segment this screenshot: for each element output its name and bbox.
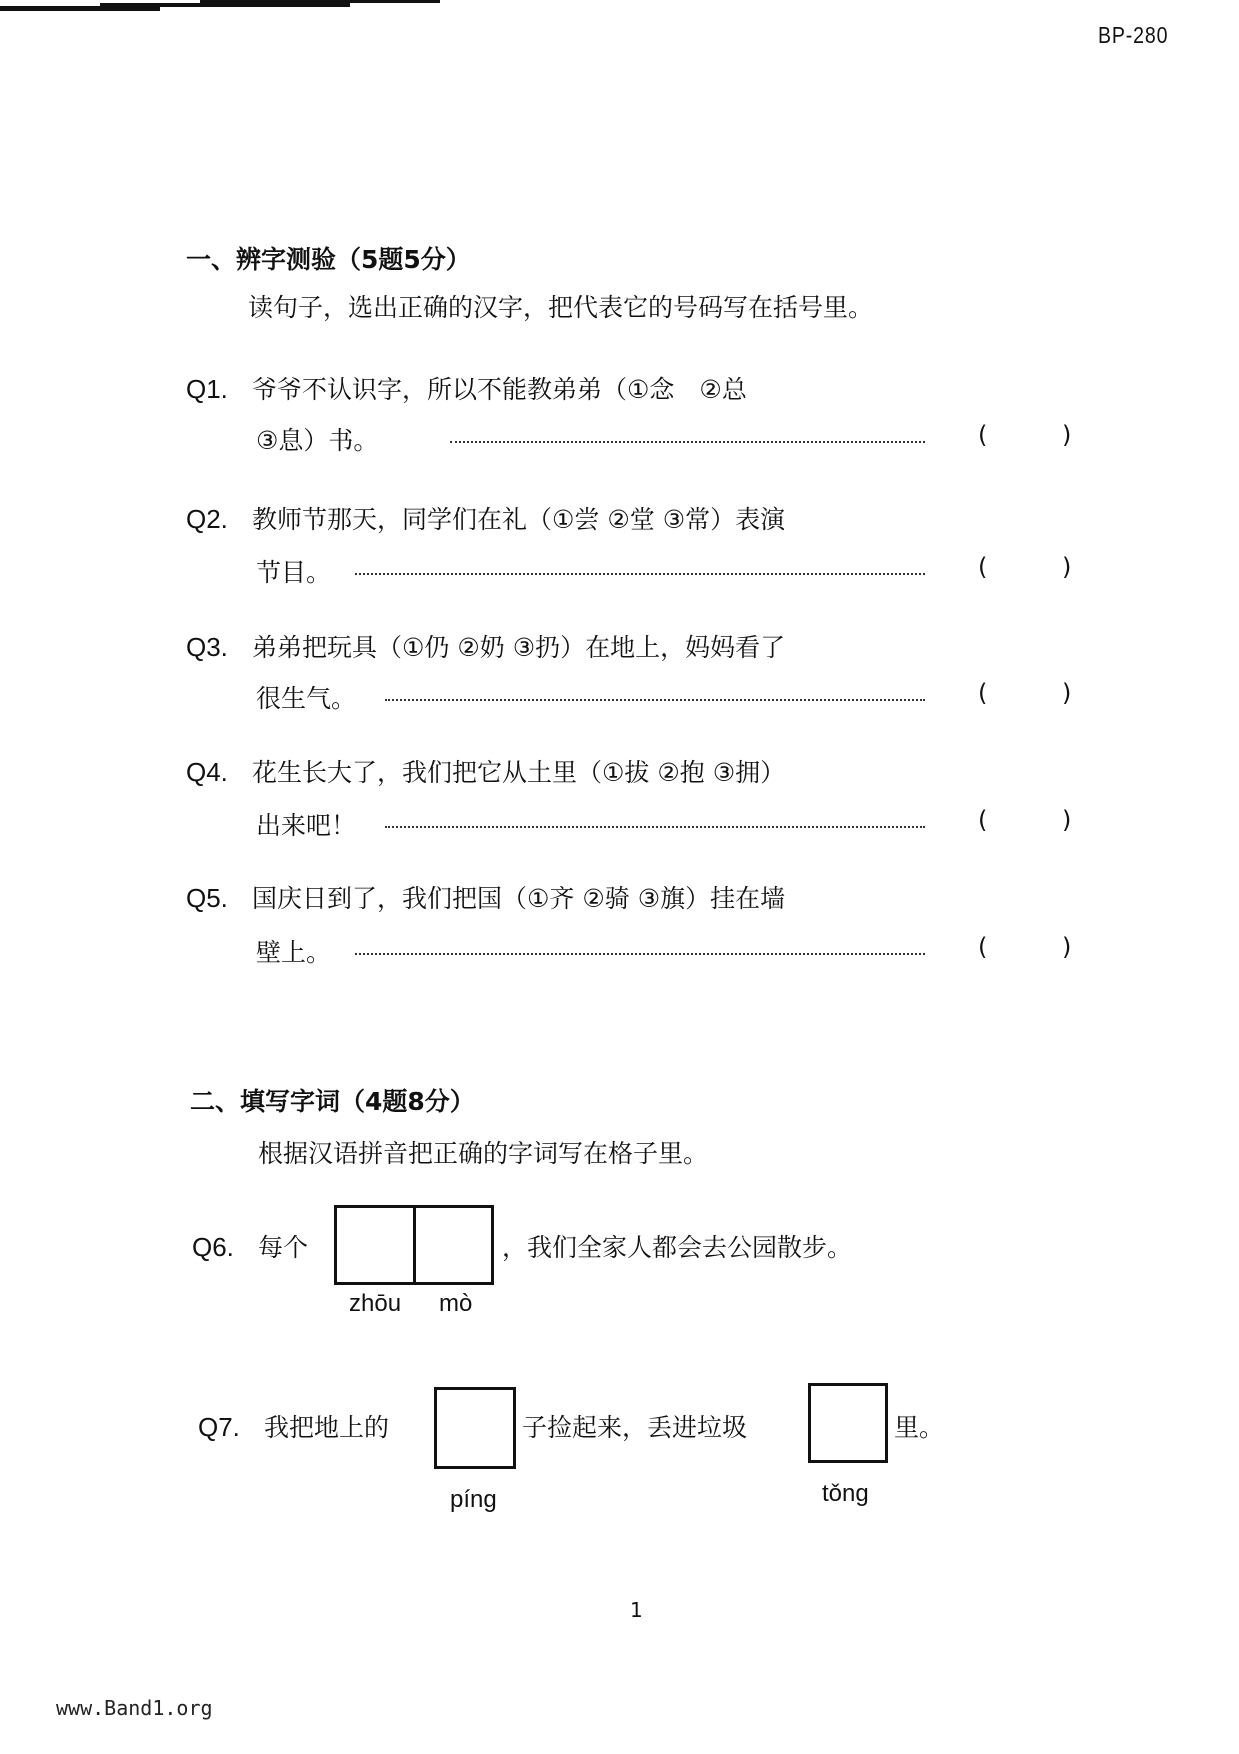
page-number: 1	[630, 1598, 643, 1622]
section1-instruction: 读句子，选出正确的汉字，把代表它的号码写在括号里。	[248, 293, 874, 322]
question-text-middle: 子捡起来，丢进垃圾	[522, 1413, 748, 1442]
question-label: Q1.	[186, 374, 228, 404]
question-text-line2: 壁上。	[256, 938, 332, 967]
answer-box-zhou[interactable]	[334, 1205, 416, 1285]
question-text-line1: 教师节那天，同学们在礼（①尝 ②堂 ③常）表演	[252, 505, 786, 534]
section2-instruction: 根据汉语拼音把正确的字词写在格子里。	[258, 1139, 709, 1168]
question-label: Q2.	[186, 504, 228, 534]
question-q7	[198, 1408, 389, 1444]
answer-paren-close[interactable]: )	[1062, 933, 1072, 961]
document-code: BP-280	[1098, 22, 1169, 48]
question-q5	[186, 879, 785, 915]
answer-paren-close[interactable]: )	[1062, 806, 1072, 834]
question-text-line2: 节目。	[256, 558, 332, 587]
question-q1	[186, 370, 747, 406]
section2-title: 二、填写字词（4题8分）	[190, 1087, 475, 1116]
question-label: Q7.	[198, 1412, 240, 1442]
pinyin-tong: tǒng	[822, 1480, 869, 1507]
question-text-after: 里。	[894, 1413, 945, 1442]
question-q2	[186, 500, 785, 536]
answer-paren-open[interactable]: (	[978, 421, 988, 449]
scan-edge-mark	[200, 0, 440, 3]
question-label: Q3.	[186, 632, 228, 662]
question-label: Q5.	[186, 883, 228, 913]
question-q3	[186, 628, 785, 664]
question-text-line2: ③息）书。	[256, 426, 379, 455]
question-label: Q4.	[186, 757, 228, 787]
answer-box-mo[interactable]	[413, 1205, 494, 1285]
answer-paren-close[interactable]: )	[1062, 679, 1072, 707]
pinyin-mo: mò	[439, 1290, 473, 1317]
question-label: Q6.	[192, 1232, 234, 1262]
answer-box-ping[interactable]	[434, 1387, 516, 1469]
question-text-line1: 爷爷不认识字，所以不能教弟弟（①念 ②总	[252, 375, 747, 404]
question-text-line1: 花生长大了，我们把它从土里（①拔 ②抱 ③拥）	[252, 758, 786, 787]
dotted-leader	[385, 699, 925, 701]
pinyin-zhou: zhōu	[349, 1290, 402, 1317]
question-text-before: 每个	[258, 1233, 309, 1262]
dotted-leader	[450, 441, 925, 443]
answer-paren-close[interactable]: )	[1062, 421, 1072, 449]
dotted-leader	[355, 573, 925, 575]
answer-paren-open[interactable]: (	[978, 806, 988, 834]
pinyin-ping: píng	[450, 1486, 497, 1513]
question-text-before: 我把地上的	[264, 1413, 390, 1442]
scan-edge-mark	[100, 3, 350, 7]
question-text-after: ，我们全家人都会去公园散步。	[502, 1233, 853, 1262]
answer-paren-open[interactable]: (	[978, 553, 988, 581]
answer-paren-close[interactable]: )	[1062, 553, 1072, 581]
question-q4	[186, 753, 785, 789]
footer-site: www.Band1.org	[56, 1696, 213, 1720]
question-q6	[192, 1228, 308, 1264]
dotted-leader	[355, 953, 925, 955]
question-text-line2: 出来吧！	[256, 811, 357, 840]
answer-paren-open[interactable]: (	[978, 933, 988, 961]
answer-paren-open[interactable]: (	[978, 679, 988, 707]
answer-box-tong[interactable]	[808, 1383, 888, 1463]
dotted-leader	[385, 826, 925, 828]
question-text-line1: 弟弟把玩具（①仍 ②奶 ③扔）在地上，妈妈看了	[252, 633, 786, 662]
section1-title: 一、辨字测验（5题5分）	[186, 245, 471, 274]
question-text-line1: 国庆日到了，我们把国（①齐 ②骑 ③旗）挂在墙	[252, 884, 786, 913]
question-text-line2: 很生气。	[256, 684, 357, 713]
